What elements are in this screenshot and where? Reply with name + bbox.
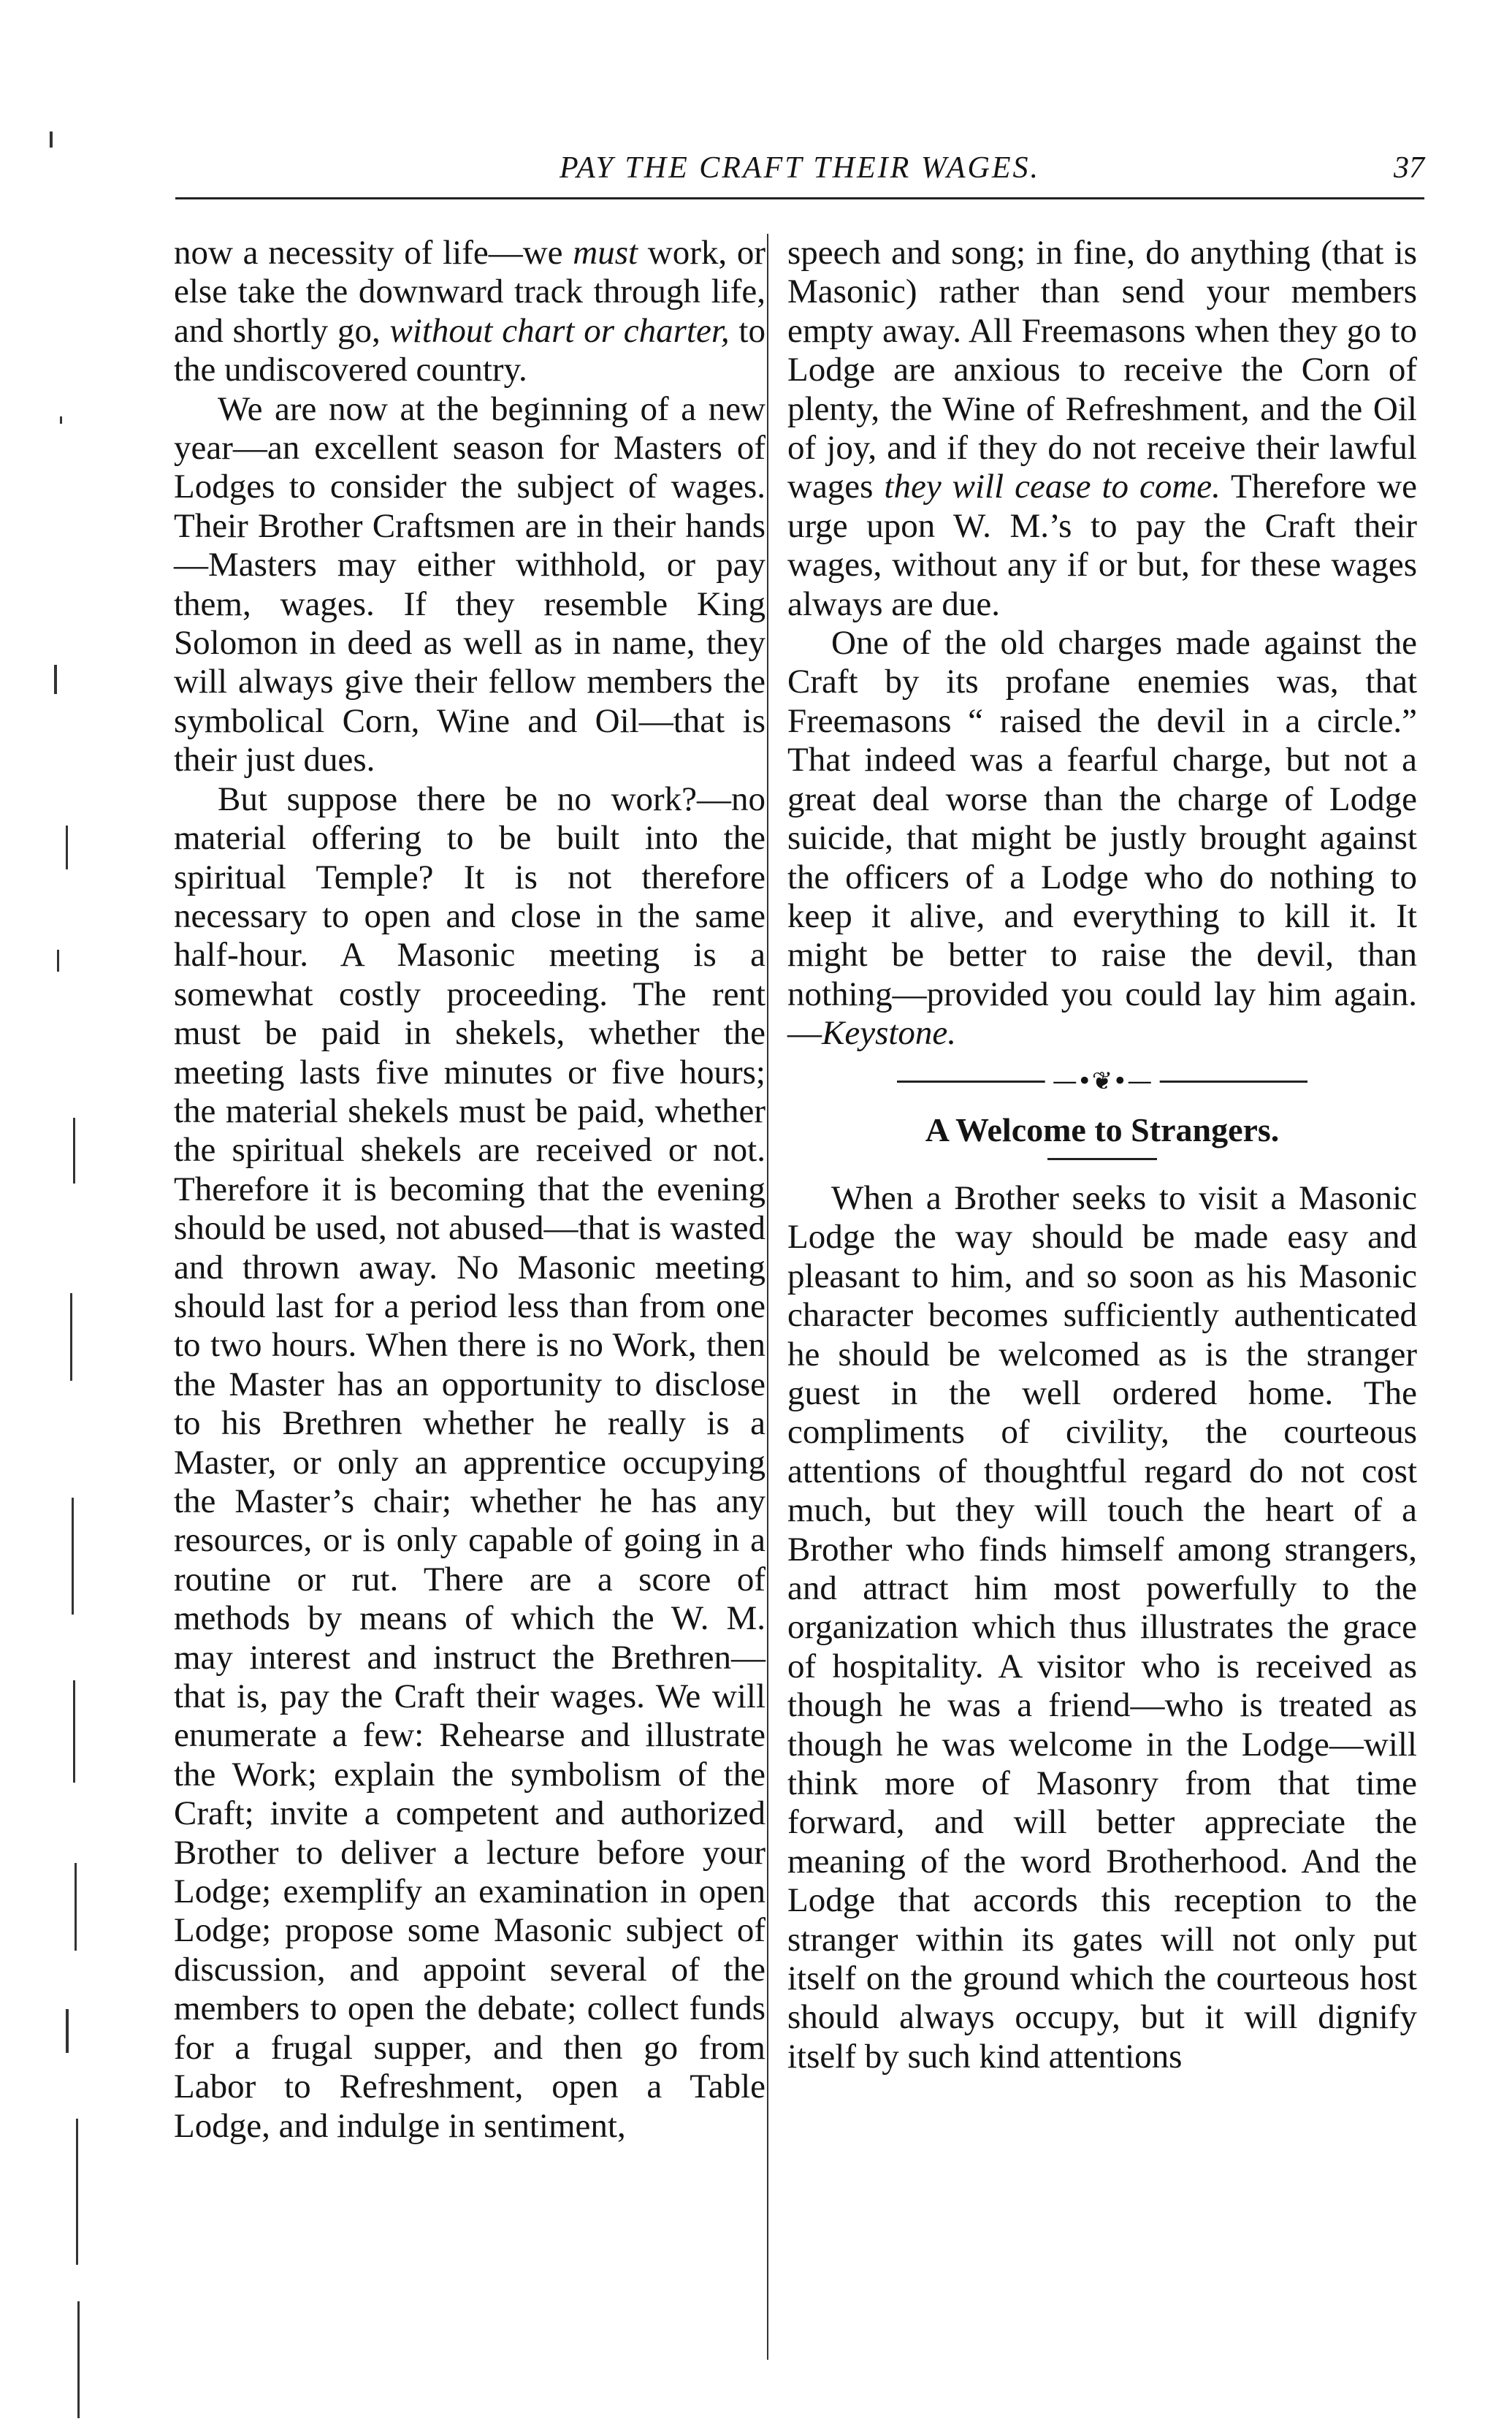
paragraph-old-charges: One of the old charges made against the Craft by its profane enemies was, that Freemasons “ raised the devil in a circle.” That indeed was a fearful charge, but not a great deal worse than the charge of Lodge suicide, that might be justly brought against the officers of a Lodge who do nothing to keep it alive, and everything to kill it. It might be better to raise the devil, than nothing—provided you could lay him again.—Keystone.	[787, 624, 1417, 1053]
paragraph-necessity: now a necessity of life—we must work, or else take the downward track through life, and shortly go, without chart or charter, to the undiscovered country.	[174, 234, 765, 389]
paragraph-no-work: But suppose there be no work?—no material offering to be built into the spiritual Temple? It is not therefore necessary to open and close in the same half-hour. A Masonic meeting is a somewhat costly proceeding. The rent must be paid in shekels, whether the meeting lasts five minutes or five hours; the material shekels must be paid, whether the spiritual shekels are received or not. Therefore it is becoming that the evening should be used, not abused—that is wasted and thrown away. No Masonic meeting should last for a period less than from one to two hours. When there is no Work, then the Master has an opportunity to disclose to his Brethren whether he really is a Master, or only an apprentice occupying the Master’s chair; whether he has any resources, or is only capable of going in a routine or rut. There are a score of methods by means of which the W. M. may interest and instruct the Brethren—that is, pay the Craft their wages. We will enumerate a few: Rehearse and illustrate the Work; explain the symbolism of the Craft; invite a competent and authorized Brother to deliver a lecture before your Lodge; exemplify an examination in open Lodge; propose some Masonic subject of discussion, and appoint several of the members to open the debate; collect funds for a frugal supper, and then go from Labor to Refreshment, open a Table Lodge, and indulge in sentiment,	[174, 780, 765, 2145]
paragraph-welcome: When a Brother seeks to visit a Masonic Lodge the way should be made easy and pleasant to him, and so soon as his Masonic character becomes sufficiently authenticated he should be welcomed as is the stranger guest in the well ordered home. The compliments of civility, the courteous attentions of thoughtful regard do not cost much, but they will touch the heart of a Brother who finds himself among strangers, and attract him most powerfully to the organization which thus illustrates the grace of hospitality. A visitor who is received as though he was a friend—who is treated as though he was welcome in the Lodge—will think more of Masonry from that time forward, and will better appreciate the meaning of the word Brotherhood. And the Lodge that accords this reception to the stranger within its gates will not only put itself on the ground which the courteous host should always occupy, but it will dignify itself by such kind attentions	[787, 1178, 1417, 2076]
section-title: A Welcome to Strangers.	[925, 1110, 1280, 1148]
section-ornament	[787, 1067, 1417, 1096]
right-column	[787, 234, 1417, 2076]
left-column	[174, 234, 765, 2146]
page-number: 37	[1394, 151, 1424, 185]
paragraph-new-year: We are now at the beginning of a new year—an excellent season for Masters of Lodges to consider the subject of wages. Their Brother Craftsmen are in their hands—Masters may either withhold, or pay them, wages. If they resemble King Solomon in deed as well as in name, they will always give their fellow members the symbolical Corn, Wine and Oil—that is their just dues.	[174, 389, 765, 780]
fleuron-icon: —•❦•—	[1045, 1067, 1160, 1096]
paragraph-speech-and-song: speech and song; in fine, do anything (that is Masonic) rather than send your members empty away. All Freemasons when they go to Lodge are anxious to receive the Corn of plenty, the Wine of Refreshment, and the Oil of joy, and if they do not receive their lawful wages they will cease to come. Therefore we urge upon W. M.’s to pay the Craft their wages, without any if or but, for these wages always are due.	[787, 234, 1417, 623]
binding-edge-marks	[44, 110, 88, 2433]
column-divider	[767, 234, 768, 2360]
title-rule	[1047, 1158, 1157, 1160]
running-title: PAY THE CRAFT THEIR WAGES.	[559, 151, 1041, 185]
running-header	[175, 146, 1424, 199]
